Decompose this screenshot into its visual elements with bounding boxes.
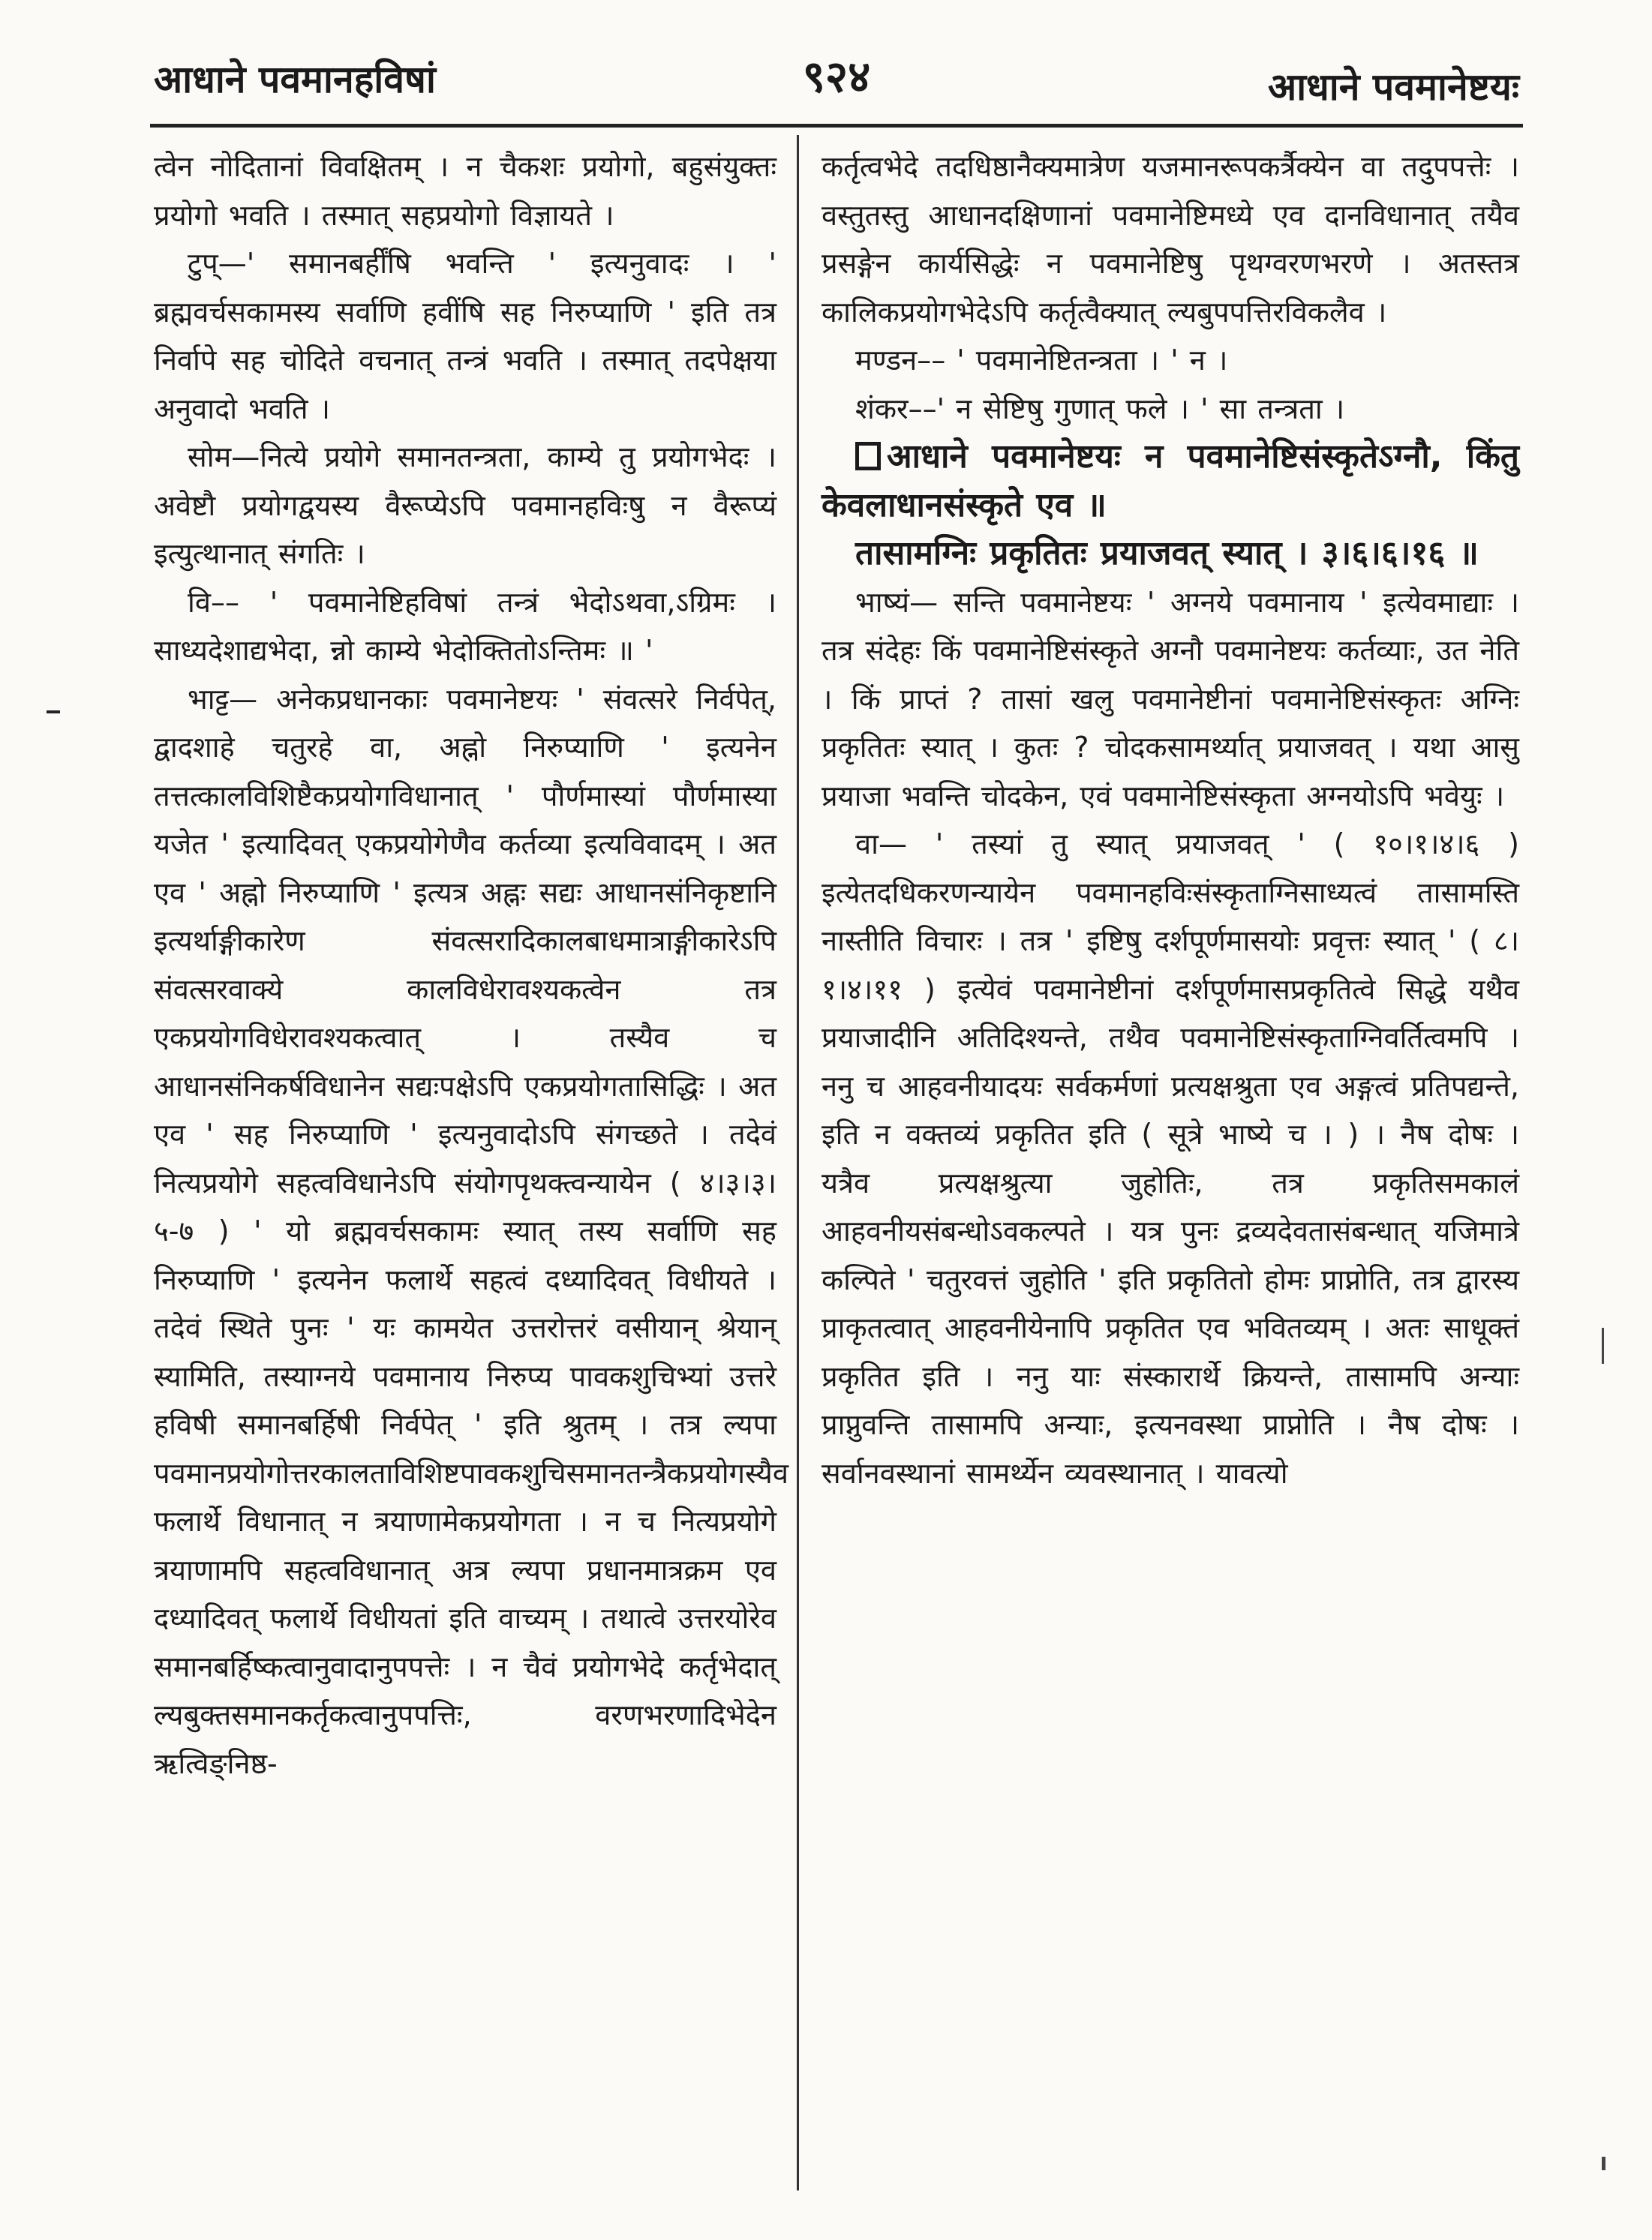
column-divider	[797, 135, 799, 2190]
paragraph: भाट्ट— अनेकप्रधानकाः पवमानेष्टयः ' संवत्सरे निर्वपेत्, द्वादशाहे चतुरहे वा, अह्नो निरुप्याणि ' इत्यनेन तत्तत्कालविशिष्टैकप्रयोगविधानात् ' पौर्णमास्यां पौर्णमास्या यजेत ' इत्यादिवत् एकप्रयोगेणैव कर्तव्या इत्यविवादम् । अत एव ' अह्नो निरुप्याणि ' इत्यत्र अह्नः सद्यः आधानसंनिकृष्टानि इत्यर्थाङ्गीकारेण संवत्सरादिकालबाधमात्राङ्गीकारेऽपि संवत्सरवाक्ये कालविधेरावश्यकत्वेन तत्र एकप्रयोगविधेरावश्यकत्वात् । तस्यैव च आधानसंनिकर्षविधानेन सद्यःपक्षेऽपि एकप्रयोगतासिद्धिः । अत एव ' सह निरुप्याणि ' इत्यनुवादोऽपि संगच्छते । तदेवं नित्यप्रयोगे सहत्वविधानेऽपि संयोगपृथक्त्वन्यायेन ( ४।३।३।५-७ ) ' यो ब्रह्मवर्चसकामः स्यात् तस्य सर्वाणि सह निरुप्याणि ' इत्यनेन फलार्थे सहत्वं दध्यादिवत् विधीयते । तदेवं स्थिते पुनः ' यः कामयेत उत्तरोत्तरं वसीयान् श्रेयान् स्यामिति, तस्याग्नये पवमानाय निरुप्य पावकशुचिभ्यां उत्तरे हविषी समानबर्हिषी निर्वपेत् ' इति श्रुतम् । तत्र ल्यपा पवमानप्रयोगोत्तरकालताविशिष्टपावकशुचिसमानतन्त्रैकप्रयोगस्यैव फलार्थे विधानात् न त्रयाणामेकप्रयोगता । न च नित्यप्रयोगे त्रयाणामपि सहत्वविधानात् अत्र ल्यपा प्रधानमात्रक्रम एव दध्यादिवत् फलार्थे विधीयतां इति वाच्यम् । तथात्वे उत्तरयोरेव समानबर्हिष्कत्वानुवादानुपपत्तेः । न चैवं प्रयोगभेदे कर्तृभेदात् ल्यबुक्तसमानकर्तृकत्वानुपपत्तिः, वरणभरणादिभेदेन ऋत्विङ्निष्ठ-	[154, 682, 788, 1780]
margin-mark	[1602, 2157, 1605, 2170]
running-head-right: आधाने पवमानेष्टयः	[1267, 65, 1519, 109]
adhikarana-heading-text: आधाने पवमानेष्टयः न पवमानेष्टिसंस्कृतेऽग्नौ, किंतु केवलाधानसंस्कृते एव ॥	[821, 437, 1519, 524]
paragraph: त्वेन नोदितानां विवक्षितम् । न चैकशः प्रयोगो, बहुसंयुक्तः प्रयोगो भवति । तस्मात् सहप्रयोगो विज्ञायते ।	[154, 150, 776, 232]
paragraph: वि–– ' पवमानेष्टिहविषां तन्त्रं भेदोऽथवा,ऽग्रिमः । साध्यदेशाद्यभेदा, न्नो काम्ये भेदोक्तितोऽन्तिमः ॥ '	[154, 585, 776, 667]
paragraph: शंकर––' न सेष्टिषु गुणात् फले । ' सा तन्त्रता ।	[855, 392, 1345, 425]
adhikarana-heading	[821, 433, 1519, 530]
margin-mark	[1602, 1328, 1604, 1364]
right-column	[821, 143, 1519, 1497]
left-column	[154, 143, 788, 1788]
margin-mark	[47, 710, 60, 713]
paragraph: वा— ' तस्यां तु स्यात् प्रयाजवत् ' ( १०।१।४।६ ) इत्येतदधिकरणन्यायेन पवमानहविःसंस्कृताग्निसाध्यत्वं तासामस्ति नास्तीति विचारः । तत्र ' इष्टिषु दर्शपूर्णमासयोः प्रवृत्तः स्यात् ' ( ८।१।४।११ ) इत्येवं पवमानेष्टीनां दर्शपूर्णमासप्रकृतित्वे सिद्धे यथैव प्रयाजादीनि अतिदिश्यन्ते, तथैव पवमानेष्टिसंस्कृताग्निवर्तित्वमपि । ननु च आहवनीयादयः सर्वकर्मणां प्रत्यक्षश्रुता एव अङ्गत्वं प्रतिपद्यन्ते, इति न वक्तव्यं प्रकृतित इति ( सूत्रे भाष्ये च । ) । नैष दोषः । यत्रैव प्रत्यक्षश्रुत्या जुहोतिः, तत्र प्रकृतिसमकालं आहवनीयसंबन्धोऽवकल्पते । यत्र पुनः द्रव्यदेवतासंबन्धात् यजिमात्रे कल्पिते ' चतुरवत्तं जुहोति ' इति प्रकृतितो होमः प्राप्नोति, तत्र द्वारस्य प्राकृतत्वात् आहवनीयेनापि प्रकृतित एव भवितव्यम् । अतः साधूक्तं प्रकृतित इति । ननु याः संस्कारार्थे क्रियन्ते, तासामपि अन्याः प्राप्नुवन्ति तासामपि अन्याः, इत्यनवस्था प्राप्नोति । नैष दोषः । सर्वानवस्थानां सामर्थ्येन व्यवस्थानात् । यावत्यो	[821, 827, 1519, 1490]
paragraph: मण्डन–– ' पवमानेष्टितन्त्रता । ' न ।	[855, 344, 1228, 377]
header-rule	[150, 124, 1523, 128]
paragraph: सोम—नित्ये प्रयोगे समानतन्त्रता, काम्ये तु प्रयोगभेदः । अवेष्टौ प्रयोगद्वयस्य वैरूप्येऽपि पवमानहविःषु न वैरूप्यं इत्युत्थानात् संगतिः ।	[154, 440, 776, 570]
paragraph: टुप्—' समानबर्हींषि भवन्ति ' इत्यनुवादः । ' ब्रह्मवर्चसकामस्य सर्वाणि हवींषि सह निरुप्याणि ' इति तत्र निर्वापे सह चोदिते वचनात् तन्त्रं भवति । तस्मात् तदपेक्षया अनुवादो भवति ।	[154, 247, 776, 425]
running-head-left: आधाने पवमानहविषां	[154, 58, 436, 101]
page-number: ९२४	[802, 51, 871, 102]
sutra: तासामग्निः प्रकृतितः प्रयाजवत् स्यात् । ३।६।६।१६ ॥	[855, 534, 1479, 572]
paragraph: भाष्यं— सन्ति पवमानेष्टयः ' अग्नये पवमानाय ' इत्येवमाद्याः । तत्र संदेहः किं पवमानेष्टिसंस्कृते अग्नौ पवमानेष्टयः कर्तव्याः, उत नेति । किं प्राप्तं ? तासां खलु पवमानेष्टीनां पवमानेष्टिसंस्कृतः अग्निः प्रकृतितः स्यात् । कुतः ? चोदकसामर्थ्यात् प्रयाजवत् । यथा आसु प्रयाजा भवन्ति चोदकेन, एवं पवमानेष्टिसंस्कृता अग्नयोऽपि भवेयुः ।	[821, 585, 1519, 812]
paragraph: कर्तृत्वभेदे तदधिष्ठानैक्यमात्रेण यजमानरूपकर्त्रैक्येन वा तदुपपत्तेः । वस्तुतस्तु आधानदक्षिणानां पवमानेष्टिमध्ये एव दानविधानात् तयैव प्रसङ्गेन कार्यसिद्धेः न पवमानेष्टिषु पृथग्वरणभरणे । अतस्तत्र कालिकप्रयोगभेदेऽपि कर्तृत्वैक्यात् ल्यबुपपत्तिरविकलैव ।	[821, 150, 1519, 329]
section-mark-icon	[855, 442, 881, 470]
page-header	[154, 45, 1519, 135]
